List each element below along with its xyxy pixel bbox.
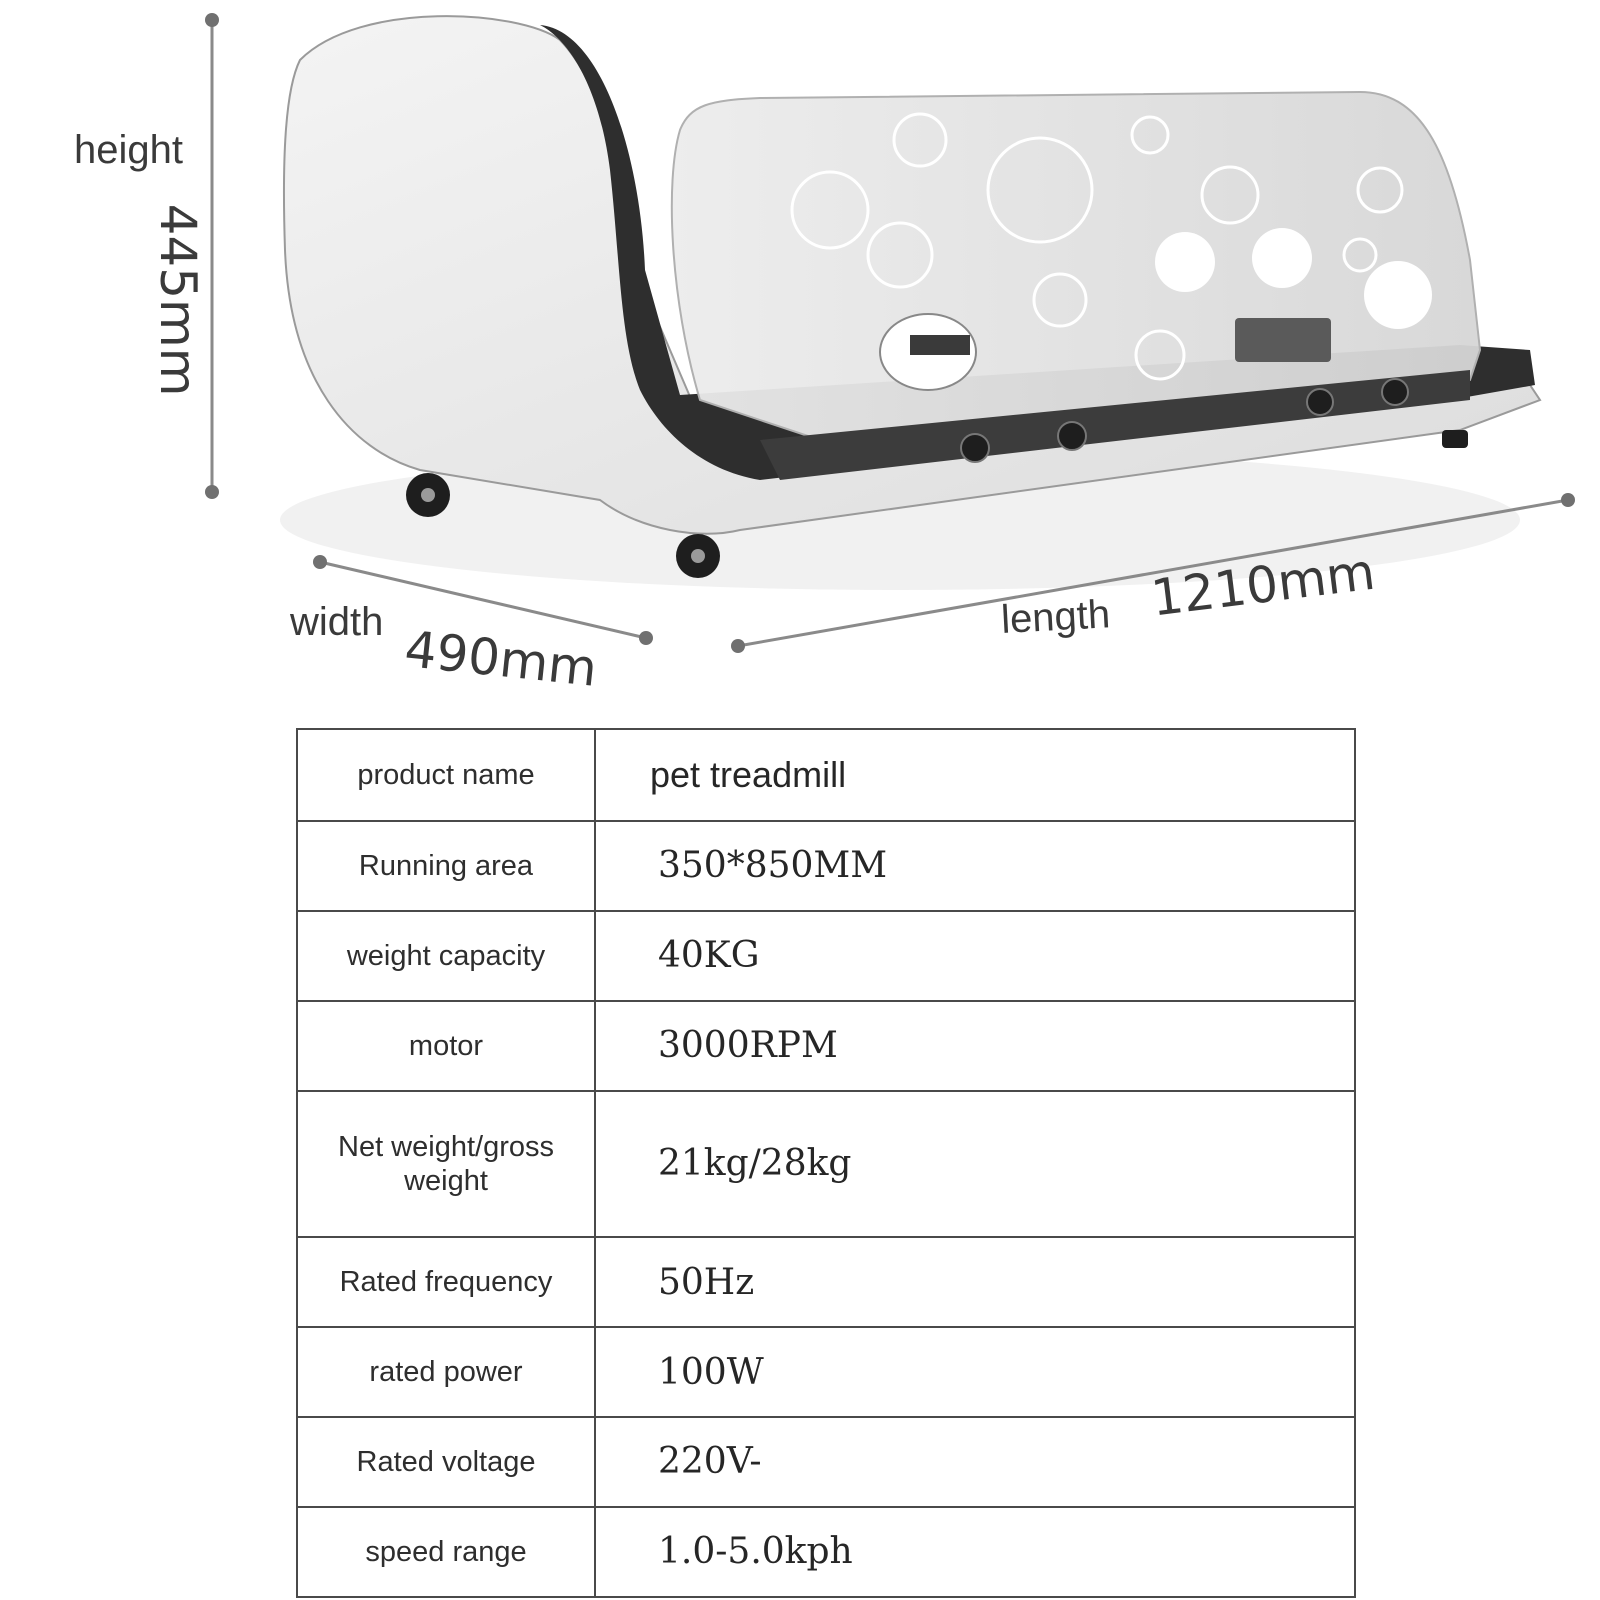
spec-value: 40KG [595, 911, 1355, 1001]
spec-value: pet treadmill [595, 729, 1355, 821]
table-row [297, 821, 1355, 911]
spec-key: Net weight/gross weight [297, 1091, 595, 1237]
table-row [297, 1327, 1355, 1417]
spec-value: 220V- [595, 1417, 1355, 1507]
spec-key: speed range [297, 1507, 595, 1597]
spec-value: 1.0-5.0kph [595, 1507, 1355, 1597]
spec-value: 100W [595, 1327, 1355, 1417]
width-label: width [290, 600, 384, 644]
table-row [297, 1507, 1355, 1597]
spec-key: Rated voltage [297, 1417, 595, 1507]
spec-value: 350*850MM [595, 821, 1355, 911]
spec-key: Running area [297, 821, 595, 911]
spec-key: motor [297, 1001, 595, 1091]
spec-value: 50Hz [595, 1237, 1355, 1327]
spec-key: product name [297, 729, 595, 821]
spec-table [296, 728, 1356, 1598]
spec-key: rated power [297, 1327, 595, 1417]
width-value: 490mm [401, 620, 600, 698]
spec-key: weight capacity [297, 911, 595, 1001]
table-row [297, 1237, 1355, 1327]
height-value: 445mm [149, 203, 207, 397]
table-row [297, 1417, 1355, 1507]
height-label: height [74, 128, 183, 172]
spec-value: 3000RPM [595, 1001, 1355, 1091]
spec-value: 21kg/28kg [595, 1091, 1355, 1237]
table-row [297, 1091, 1355, 1237]
spec-key: Rated frequency [297, 1237, 595, 1327]
table-row [297, 1001, 1355, 1091]
length-value: 1210mm [1148, 542, 1379, 628]
table-row [297, 911, 1355, 1001]
length-label: length [1000, 592, 1112, 642]
table-row [297, 729, 1355, 821]
